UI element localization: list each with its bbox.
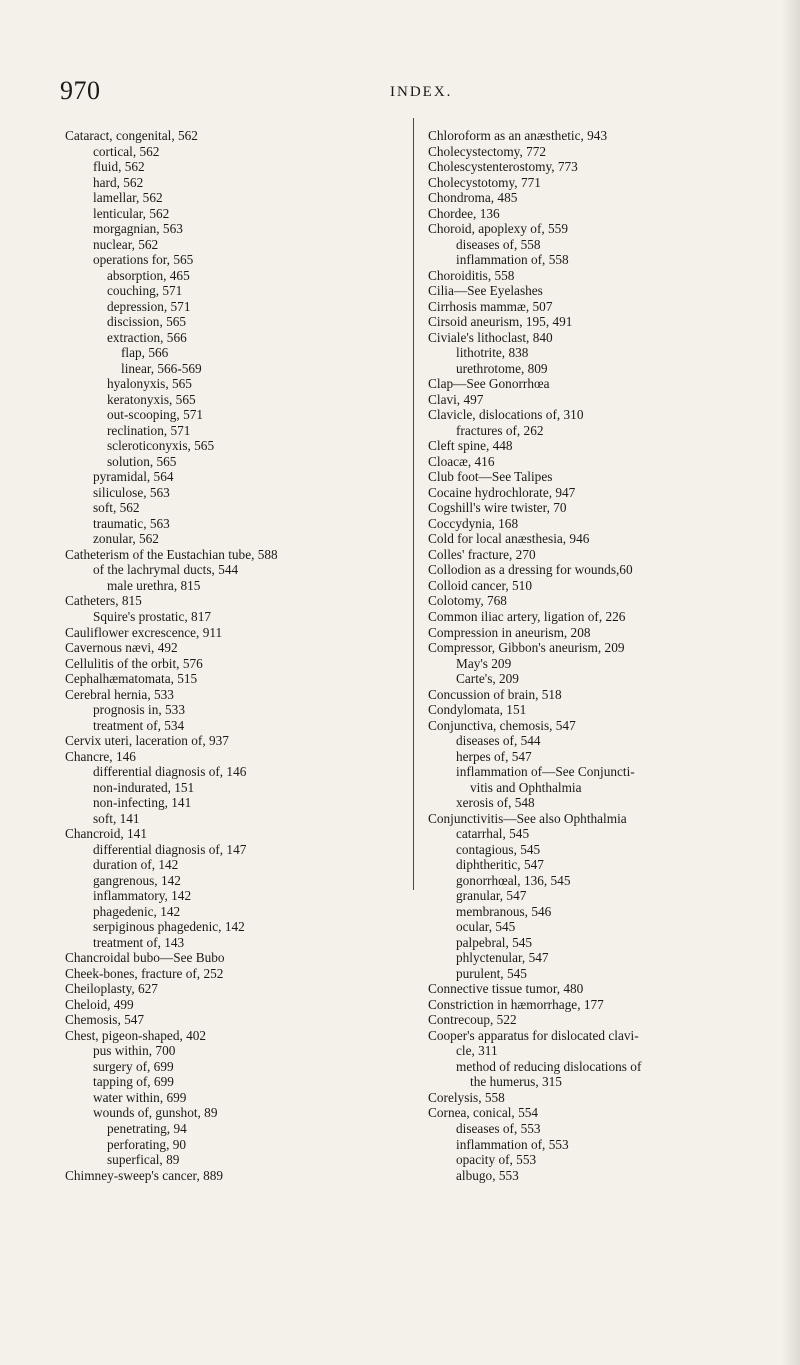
index-subentry: discission, 565 [107, 314, 187, 330]
index-entry: Coccydynia, 168 [428, 515, 519, 531]
index-subentry: pus within, 700 [93, 1043, 176, 1059]
index-entry: Cauliflower excrescence, 911 [65, 624, 223, 640]
index-subentry: penetrating, 94 [107, 1121, 187, 1136]
index-subentry: diseases of, 544 [456, 733, 541, 749]
index-subentry: non-infecting, 141 [93, 795, 192, 811]
index-entry: Corelysis, 558 [428, 1089, 505, 1105]
index-entry: Cooper's apparatus for dislocated clavi- [428, 1027, 639, 1043]
index-entry: Constriction in hæmorrhage, 177 [428, 996, 604, 1012]
index-subentry: inflammation of, 553 [456, 1136, 569, 1152]
index-subentry: tapping of, 699 [93, 1074, 174, 1090]
index-subentry: perforating, 90 [107, 1136, 187, 1152]
index-subentry: granular, 547 [456, 888, 527, 904]
index-entry: Cheek-bones, fracture of, 252 [65, 965, 224, 981]
index-entry: Civiale's lithoclast, 840 [428, 329, 553, 345]
index-subentry: xerosis of, 548 [456, 795, 535, 811]
index-subentry: vitis and Ophthalmia [470, 779, 582, 795]
index-entry: Chimney-sweep's cancer, 889 [65, 1167, 224, 1183]
index-subentry: phagedenic, 142 [93, 903, 181, 919]
index-subentry: method of reducing dislocations of [456, 1058, 642, 1074]
index-subentry: couching, 571 [107, 283, 183, 299]
index-subentry: diseases of, 558 [456, 236, 541, 252]
index-subentry: palpebral, 545 [456, 934, 533, 950]
index-entry: Cholecystectomy, 772 [428, 143, 547, 159]
page-header [60, 76, 760, 106]
index-subentry: extraction, 566 [107, 329, 187, 345]
index-subentry: prognosis in, 533 [93, 702, 185, 718]
index-entry: Cerebral hernia, 533 [65, 686, 174, 702]
index-subentry: soft, 141 [93, 810, 140, 826]
index-subentry: hyalonyxis, 565 [107, 376, 192, 392]
index-entry: Chloroform as an anæsthetic, 943 [428, 128, 608, 143]
index-entry: Chancroid, 141 [65, 826, 147, 842]
index-entry: Colloid cancer, 510 [428, 577, 532, 593]
index-subentry: lenticular, 562 [93, 205, 170, 221]
index-subentry: phlyctenular, 547 [456, 950, 549, 966]
index-subentry: duration of, 142 [93, 857, 179, 873]
index-subentry: soft, 562 [93, 500, 140, 516]
index-subentry: treatment of, 143 [93, 934, 185, 950]
page-edge-shadow [782, 0, 800, 1365]
index-subentry: fractures of, 262 [456, 422, 544, 438]
page-number: 970 [60, 76, 101, 105]
index-entry: Cheiloplasty, 627 [65, 981, 158, 997]
index-subentry: herpes of, 547 [456, 748, 532, 764]
index-subentry: Squire's prostatic, 817 [93, 608, 211, 624]
index-entry: Conjunctivitis—See also Ophthalmia [428, 810, 627, 826]
index-subentry: albugo, 553 [456, 1167, 519, 1183]
index-subentry: siliculose, 563 [93, 484, 170, 500]
index-entry: Clap—See Gonorrhœa [428, 376, 550, 392]
index-entry: Connective tissue tumor, 480 [428, 981, 584, 997]
index-entry: Common iliac artery, ligation of, 226 [428, 608, 626, 624]
index-subentry: keratonyxis, 565 [107, 391, 196, 407]
index-subentry: gonorrhœal, 136, 545 [456, 872, 571, 888]
column-divider [413, 118, 414, 890]
index-entry: Catheters, 815 [65, 593, 142, 609]
index-entry: Chest, pigeon-shaped, 402 [65, 1027, 207, 1043]
index-subentry: water within, 699 [93, 1089, 187, 1105]
index-subentry: gangrenous, 142 [93, 872, 181, 888]
index-entry: Cloacæ, 416 [428, 453, 495, 469]
index-entry: Chordee, 136 [428, 205, 500, 221]
index-subentry: diseases of, 553 [456, 1121, 541, 1136]
index-entry: Cornea, conical, 554 [428, 1105, 539, 1121]
index-subentry: May's 209 [456, 655, 512, 671]
index-entry: Cheloid, 499 [65, 996, 134, 1012]
index-entry: Condylomata, 151 [428, 702, 527, 718]
index-entry: Conjunctiva, chemosis, 547 [428, 717, 576, 733]
index-entry: Cholecystotomy, 771 [428, 174, 541, 190]
index-subentry: of the lachrymal ducts, 544 [93, 562, 239, 578]
index-subentry: reclination, 571 [107, 422, 191, 438]
index-subentry: morgagnian, 563 [93, 221, 183, 237]
index-subentry: ocular, 545 [456, 919, 516, 935]
index-entry: Cocaine hydrochlorate, 947 [428, 484, 576, 500]
index-entry: Collodion as a dressing for wounds,60 [428, 562, 633, 578]
index-entry: Cellulitis of the orbit, 576 [65, 655, 203, 671]
index-subentry: operations for, 565 [93, 252, 194, 268]
index-entry: Chancroidal bubo—See Bubo [65, 950, 225, 966]
index-entry: Choroid, apoplexy of, 559 [428, 221, 568, 237]
index-subentry: depression, 571 [107, 298, 191, 314]
index-entry: Cold for local anæsthesia, 946 [428, 531, 590, 547]
index-subentry: fluid, 562 [93, 159, 145, 175]
index-subentry: traumatic, 563 [93, 515, 170, 531]
index-entry: Catheterism of the Eustachian tube, 588 [65, 546, 278, 562]
index-subentry: diphtheritic, 547 [456, 857, 544, 873]
index-subentry: flap, 566 [121, 345, 169, 361]
index-entry: Cogshill's wire twister, 70 [428, 500, 567, 516]
index-subentry: Carte's, 209 [456, 671, 519, 687]
index-subentry: non-indurated, 151 [93, 779, 195, 795]
index-subentry: scleroticonyxis, 565 [107, 438, 215, 454]
index-subentry: membranous, 546 [456, 903, 552, 919]
index-entry: Cavernous nævi, 492 [65, 640, 178, 656]
index-entry: Cervix uteri, laceration of, 937 [65, 733, 229, 749]
index-subentry: differential diagnosis of, 147 [93, 841, 247, 857]
index-subentry: pyramidal, 564 [93, 469, 174, 485]
index-entry: Clavi, 497 [428, 391, 484, 407]
index-subentry: hard, 562 [93, 174, 144, 190]
index-column-left [65, 128, 425, 1183]
index-subentry: nuclear, 562 [93, 236, 159, 252]
index-entry: Cephalhæmatomata, 515 [65, 671, 198, 687]
index-subentry: linear, 566-569 [121, 360, 202, 376]
index-subentry: serpiginous phagedenic, 142 [93, 919, 245, 935]
index-subentry: differential diagnosis of, 146 [93, 764, 247, 780]
index-subentry: wounds of, gunshot, 89 [93, 1105, 218, 1121]
index-entry: Contrecoup, 522 [428, 1012, 517, 1028]
index-subentry: urethrotome, 809 [456, 360, 548, 376]
index-entry: Concussion of brain, 518 [428, 686, 562, 702]
index-entry: Choroiditis, 558 [428, 267, 515, 283]
index-subentry: superfical, 89 [107, 1152, 180, 1168]
index-subentry: lamellar, 562 [93, 190, 163, 206]
index-entry: Colotomy, 768 [428, 593, 507, 609]
index-entry: Compressor, Gibbon's aneurism, 209 [428, 640, 625, 656]
index-entry: Colles' fracture, 270 [428, 546, 536, 562]
index-entry: Chancre, 146 [65, 748, 136, 764]
index-entry: Chondroma, 485 [428, 190, 518, 206]
index-entry: Cilia—See Eyelashes [428, 283, 543, 299]
index-column-right [428, 128, 763, 1183]
index-entry: Chemosis, 547 [65, 1012, 145, 1028]
index-subentry: the humerus, 315 [470, 1074, 562, 1090]
index-subentry: inflammation of—See Conjuncti- [456, 764, 635, 780]
index-entry: Cataract, congenital, 562 [65, 128, 198, 143]
index-subentry: opacity of, 553 [456, 1152, 537, 1168]
index-subentry: treatment of, 534 [93, 717, 185, 733]
index-subentry: inflammation of, 558 [456, 252, 569, 268]
index-entry: Cholescystenterostomy, 773 [428, 159, 578, 175]
index-entry: Cirsoid aneurism, 195, 491 [428, 314, 573, 330]
index-subentry: cortical, 562 [93, 143, 160, 159]
index-subentry: purulent, 545 [456, 965, 527, 981]
index-subentry: solution, 565 [107, 453, 177, 469]
index-subentry: out-scooping, 571 [107, 407, 204, 423]
index-subentry: contagious, 545 [456, 841, 541, 857]
index-entry: Cirrhosis mammæ, 507 [428, 298, 553, 314]
index-subentry: male urethra, 815 [107, 577, 201, 593]
index-subentry: absorption, 465 [107, 267, 190, 283]
index-subentry: catarrhal, 545 [456, 826, 530, 842]
index-subentry: zonular, 562 [93, 531, 159, 547]
index-subentry: inflammatory, 142 [93, 888, 192, 904]
index-entry: Club foot—See Talipes [428, 469, 553, 485]
running-head: INDEX. [390, 84, 453, 100]
index-entry: Cleft spine, 448 [428, 438, 513, 454]
index-subentry: cle, 311 [456, 1043, 498, 1059]
index-entry: Compression in aneurism, 208 [428, 624, 591, 640]
index-subentry: lithotrite, 838 [456, 345, 529, 361]
index-subentry: surgery of, 699 [93, 1058, 174, 1074]
index-entry: Clavicle, dislocations of, 310 [428, 407, 584, 423]
